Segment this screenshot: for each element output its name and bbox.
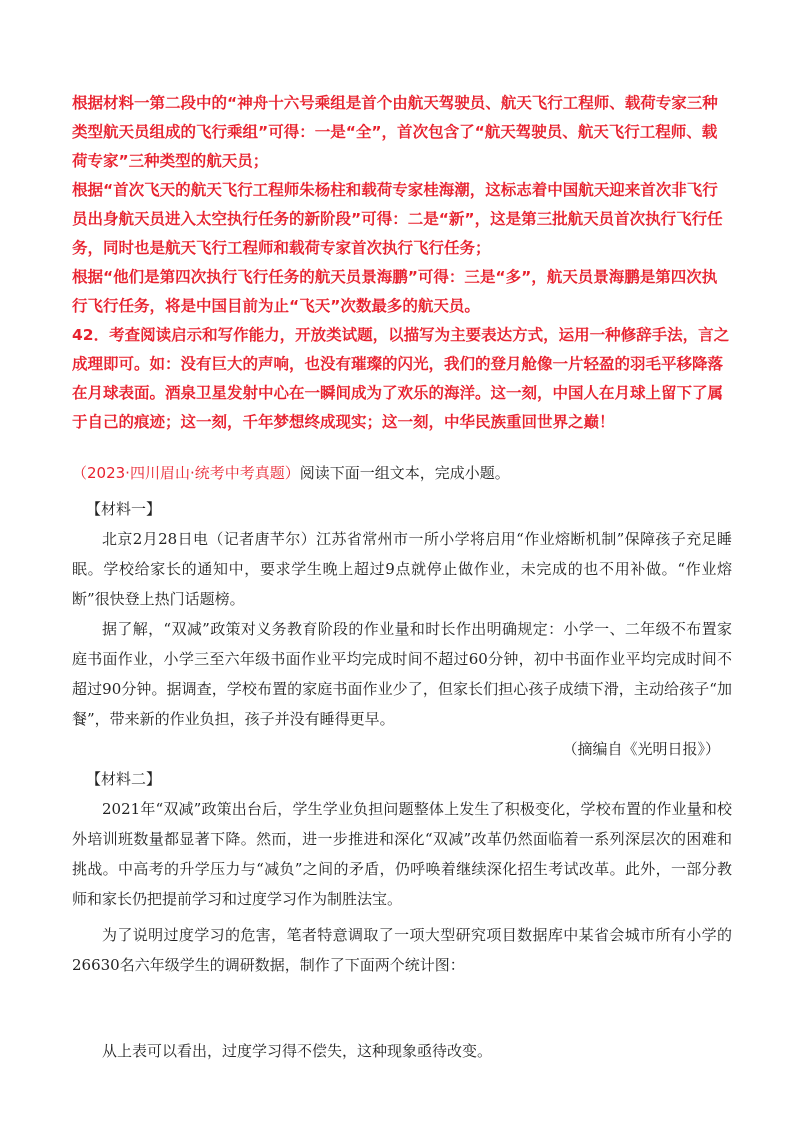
material1-heading: 【材料一】 — [86, 500, 162, 518]
material2-paragraph-3: 从上表可以看出，过度学习得不偿失，这种现象亟待改变。 — [102, 1042, 493, 1060]
material2-paragraph-1: 2021年“双减”政策出台后，学生学业负担问题整体上发生了积极变化，学校布置的作业量和校外培训班数量都显著下降。然而，进一步推进和深化“双减”改革仍然面临着一系列深层次的困难和挑战。中高考的升学压力与“减负”之间的矛盾，仍呼唤着继续深化招生考试改革。此外，一部分教师和家长仍把提前学习和过度学习作为制胜法宝。 — [72, 800, 732, 908]
answer-paragraph-2: 根据“首次飞天的航天飞行工程师朱杨柱和载荷专家桂海潮，这标志着中国航天迎来首次非飞行员出身航天员进入太空执行任务的新阶段”可得：二是“新”，这是第三批航天员首次执行飞行任务，同时也是航天飞行工程师和载荷专家首次执行飞行任务； — [72, 181, 723, 257]
answer-paragraph-1: 根据材料一第二段中的“神舟十六号乘组是首个由航天驾驶员、航天飞行工程师、载荷专家三种类型航天员组成的飞行乘组”可得：一是“全”，首次包含了“航天驾驶员、航天飞行工程师、载荷专家”三种类型的航天员； — [72, 94, 718, 170]
chart-placeholder — [72, 980, 732, 1036]
question-prompt: 阅读下面一组文本，完成小题。 — [299, 464, 510, 482]
material1-paragraph-1: 北京2月28日电（记者唐芊尔）江苏省常州市一所小学将启用“作业熔断机制”保障孩子充足睡眠。学校给家长的通知中，要求学生晚上超过9点就停止做作业，未完成的也不用补做。“作业熔断”很快登上热门话题榜。 — [72, 530, 732, 608]
question-intro — [72, 462, 732, 484]
material1-source: （摘编自《光明日报》） — [562, 740, 720, 758]
material2-paragraph-2: 为了说明过度学习的危害，笔者特意调取了一项大型研究项目数据库中某省会城市所有小学的26630名六年级学生的调研数据，制作了下面两个统计图： — [72, 926, 732, 974]
answer-analysis — [72, 89, 732, 437]
material1-paragraph-2: 据了解，“双减”政策对义务教育阶段的作业量和时长作出明确规定：小学一、二年级不布置家庭书面作业，小学三至六年级书面作业平均完成时间不超过60分钟，初中书面作业平均完成时间不超过90分钟。据调查，学校布置的家庭书面作业少了，但家长们担心孩子成绩下滑，主动给孩子“加餐”，带来新的作业负担，孩子并没有睡得更早。 — [72, 620, 732, 728]
material2-heading: 【材料二】 — [86, 770, 162, 788]
question-source: （2023·四川眉山·统考中考真题） — [72, 464, 300, 482]
answer-paragraph-3: 根据“他们是第四次执行飞行任务的航天员景海鹏”可得：三是“多”，航天员景海鹏是第四次执行飞行任务，将是中国目前为止“飞天”次数最多的航天员。 — [72, 268, 718, 315]
reading-materials — [72, 494, 732, 1066]
answer-paragraph-42: 42．考查阅读启示和写作能力，开放类试题，以描写为主要表达方式，运用一种修辞手法，言之成理即可。如：没有巨大的声响，也没有璀璨的闪光，我们的登月舱像一片轻盈的羽毛平移降落在月球表面。酒泉卫星发射中心在一瞬间成为了欢乐的海洋。这一刻，中国人在月球上留下了属于自己的痕迹；这一刻，千年梦想终成现实；这一刻，中华民族重回世界之巅！ — [72, 326, 730, 431]
